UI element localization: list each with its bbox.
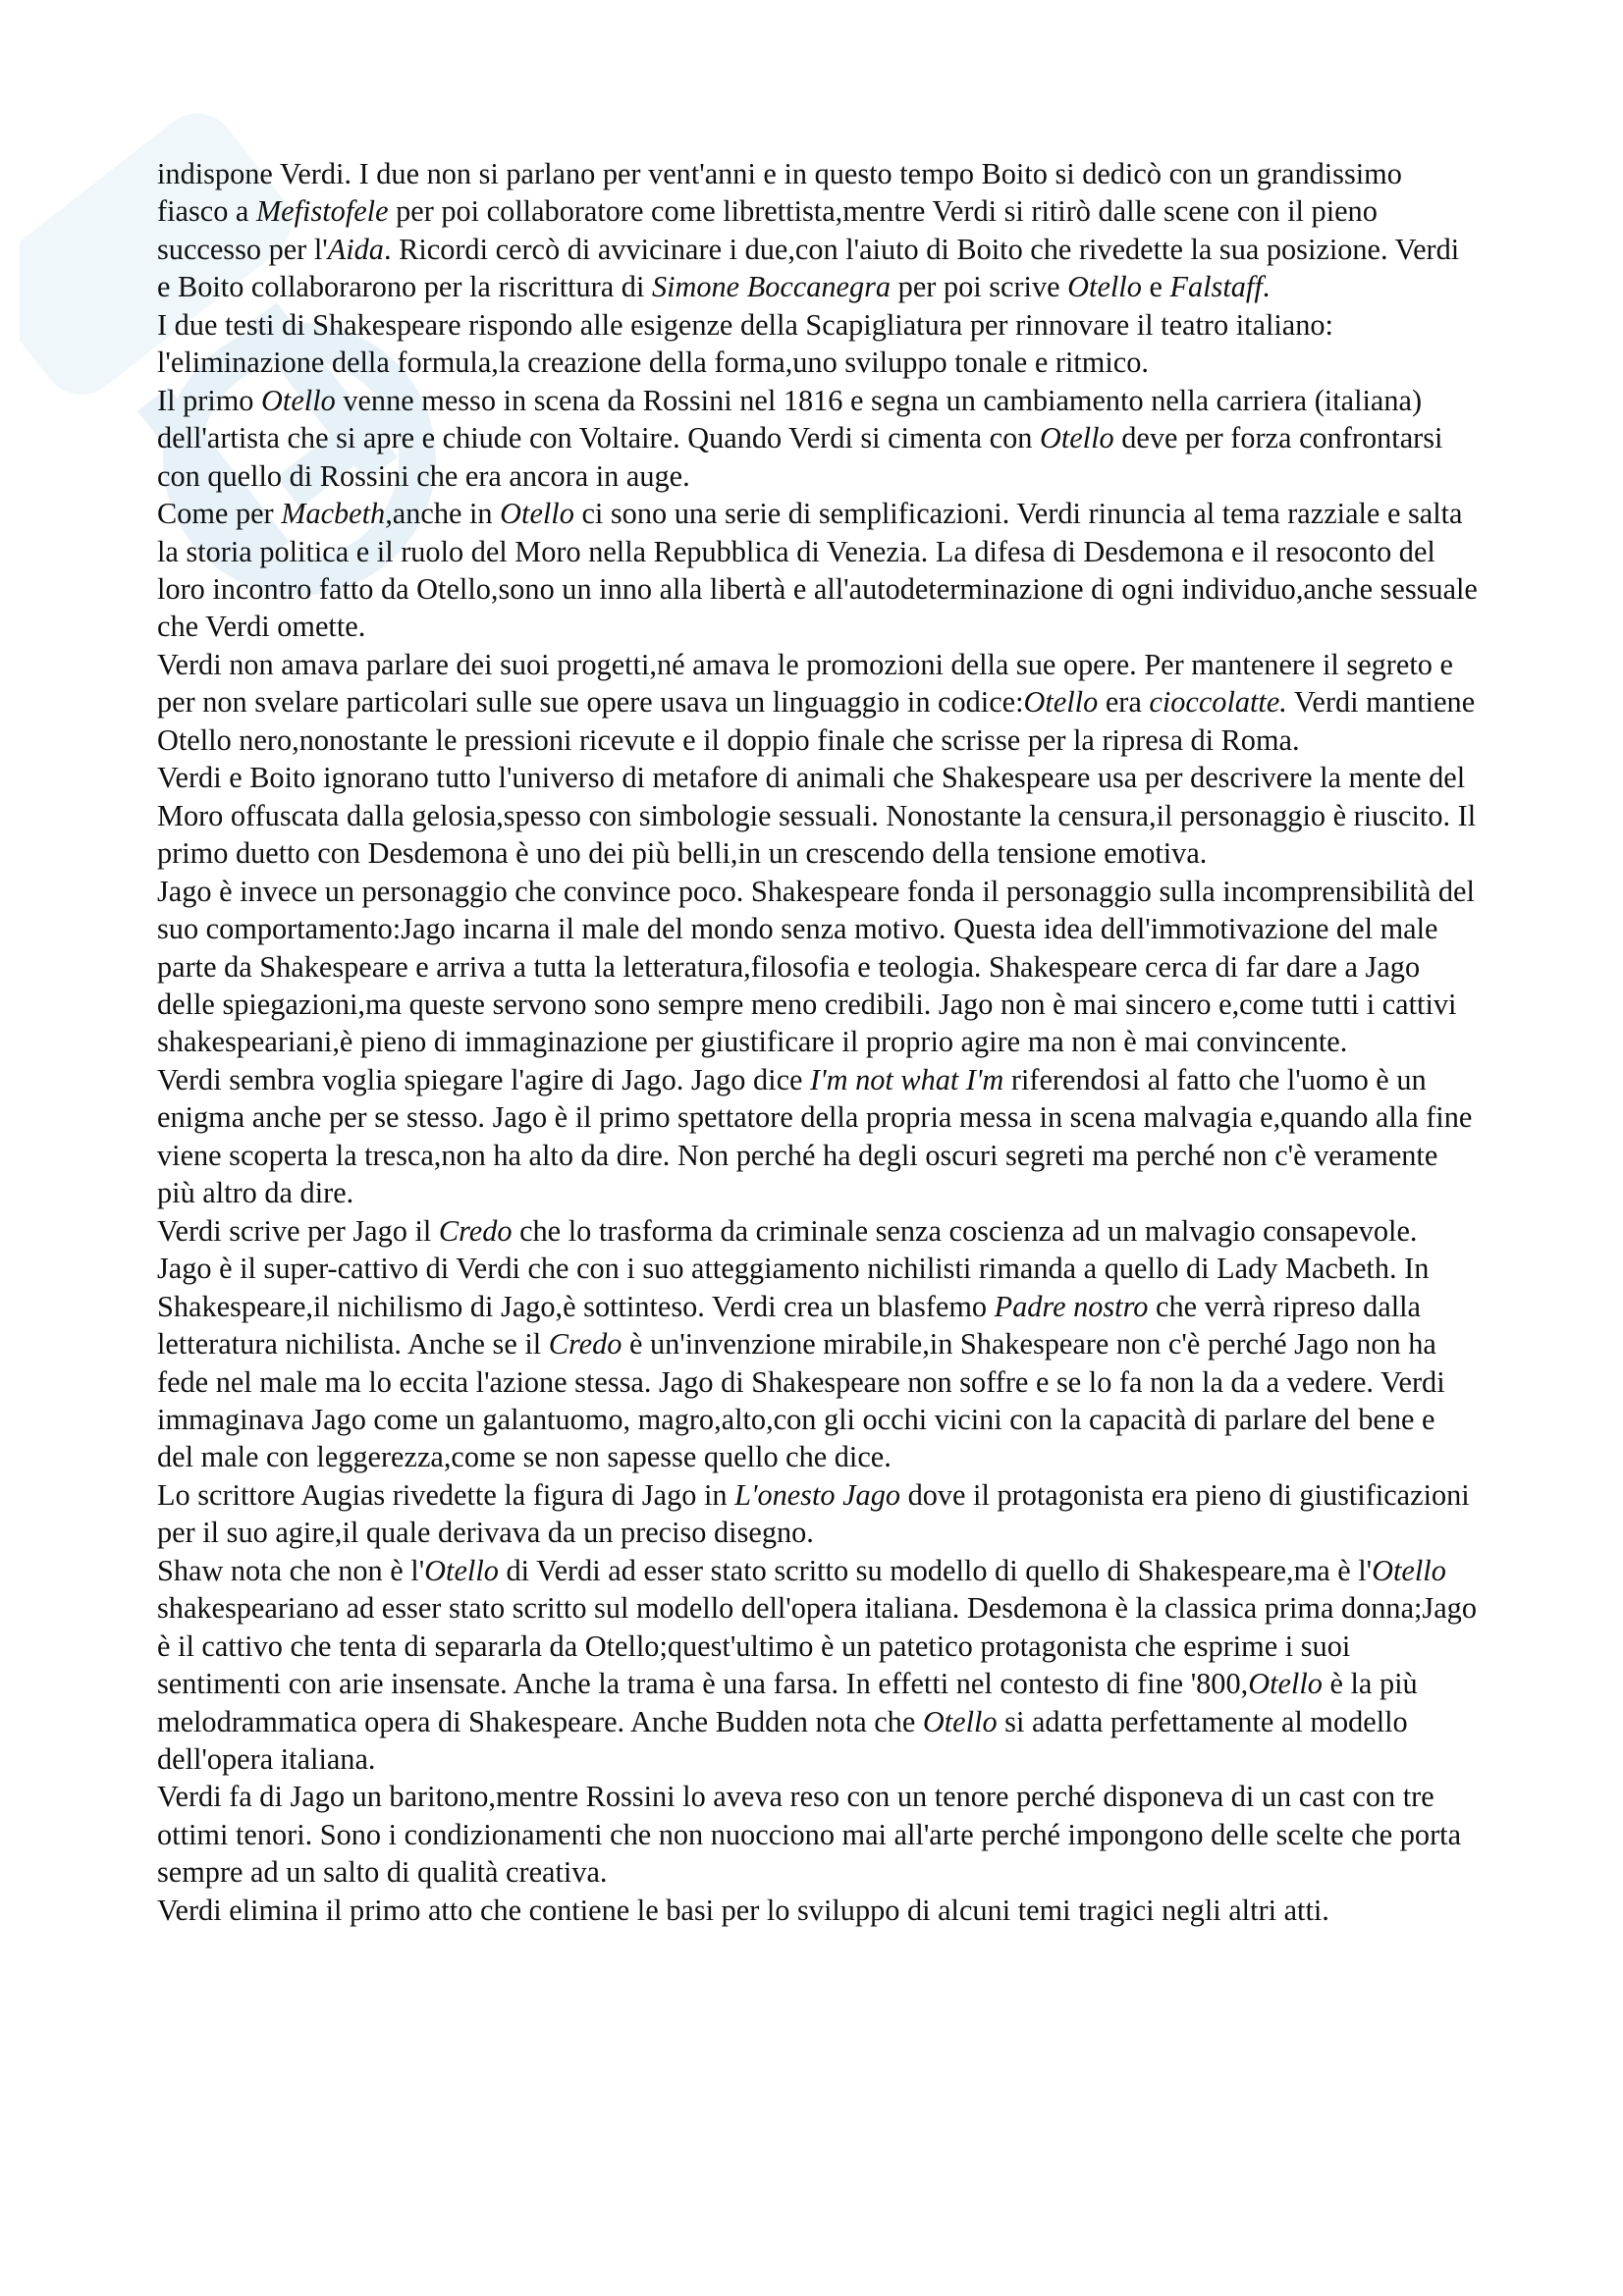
paragraph-text: ci sono una serie di semplificazioni. Verdi rinuncia al tema razziale e salta la storia politica e il ruolo del Moro nella Repubblica di Venezia. La difesa di Desdemona e il resoconto del loro incontro fatto da Otello,sono un inno alla libertà e all'autodeterminazione di ogni individuo,anche sessuale che Verdi omette. <box>157 497 1478 644</box>
paragraph <box>157 1212 1478 1476</box>
italic-title-text: Otello <box>922 1704 998 1738</box>
paragraph-text: per poi scrive <box>891 270 1068 304</box>
paragraph <box>157 1476 1478 1552</box>
italic-title-text: Credo <box>548 1327 622 1362</box>
italic-title-text: Otello <box>1067 270 1142 304</box>
italic-title-text: Otello <box>1372 1553 1446 1587</box>
paragraph-text: venne messo in scena da Rossini nel 1816 e segna un cambiamento nella carriera (italiana) dell'artista che si apre e chiude con Voltaire. Quando Verdi si cimenta con <box>157 383 1423 455</box>
document-body <box>157 155 1478 1929</box>
italic-title-text: L'onesto Jago <box>734 1477 901 1512</box>
italic-title-text: Aida <box>327 232 384 266</box>
paragraph-text: è la più melodrammatica opera di Shakespeare. Anche Budden nota che <box>157 1667 1418 1738</box>
paragraph-text: per poi collaboratore come librettista,mentre Verdi si ritirò dalle scene con il pieno successo per l' <box>157 194 1378 266</box>
paragraph-text: Jago è invece un personaggio che convince poco. Shakespeare fonda il personaggio sulla incomprensibilità del suo comportamento:Jago incarna il male del mondo senza motivo. Questa idea dell'immotivazione del male parte da Shakespeare e arriva a tutta la letteratura,filosofia e teologia. Shakespeare cerca di far dare a Jago delle spiegazioni,ma queste servono sono sempre meno credibili. Jago non è mai sincero e,come tutti i cattivi shakespeariani,è pieno di immaginazione per giustificare il proprio agire ma non è mai convincente. <box>157 874 1475 1059</box>
paragraph-text: Shaw nota che non è l' <box>157 1553 425 1587</box>
paragraph-text: che verrà ripreso dalla letteratura nichilista. Anche se il <box>157 1289 1421 1362</box>
paragraph-text: dove il protagonista era pieno di giustificazioni per il suo agire,il quale derivava da un preciso disegno. <box>157 1477 1470 1550</box>
italic-title-text: Mefistofele <box>255 194 389 229</box>
paragraph-text: Verdi elimina il primo atto che contiene le basi per lo sviluppo di alcuni temi tragici negli altri atti. <box>157 1893 1329 1927</box>
paragraph-text: I due testi di Shakespeare rispondo alle esigenze della Scapigliatura per rinnovare il teatro italiano: l'eliminazione della formula,la creazione della forma,uno sviluppo tonale e ritmico. <box>157 307 1333 380</box>
paragraph <box>157 1892 1478 1929</box>
paragraph-text: Verdi scrive per Jago il <box>157 1213 439 1248</box>
paragraph-text: Come per <box>157 497 282 531</box>
paragraph-text: è un'invenzione mirabile,in Shakespeare non c'è perché Jago non ha fede nel male ma lo eccita l'azione stessa. Jago di Shakespeare non soffre e se lo fa non la da a vedere. Verdi immaginava Jago come un galantuomo, magro,alto,con gli occhi vicini con la capacità di parlare del bene e del male con leggerezza,come se non sapesse quello che dice. <box>157 1327 1445 1474</box>
paragraph <box>157 155 1478 306</box>
italic-title-text: Falstaff <box>1169 270 1263 304</box>
paragraph-text: Verdi fa di Jago un baritono,mentre Rossini lo aveva reso con un tenore perché disponeva di un cast con tre ottimi tenori. Sono i condizionamenti che non nuocciono mai all'arte perché impongono delle scelte che porta sempre ad un salto di qualità creativa. <box>157 1780 1462 1890</box>
paragraph-text: deve per forza confrontarsi con quello di Rossini che era ancora in auge. <box>157 421 1443 493</box>
paragraph-text: . Ricordi cercò di avvicinare i due,con l'aiuto di Boito che rivedette la sua posizione. Verdi e Boito collaborarono per la riscrittura di <box>157 232 1460 304</box>
paragraph <box>157 646 1478 759</box>
paragraph <box>157 1552 1478 1779</box>
italic-title-text: Padre nostro <box>994 1289 1149 1323</box>
paragraph-text: era <box>1098 685 1150 720</box>
paragraph-text: indispone Verdi. I due non si parlano per vent'anni e in questo tempo Boito si dedicò con un grandissimo fiasco a <box>157 157 1402 229</box>
paragraph-text: shakespeariano ad esser stato scritto sul modello dell'opera italiana. Desdemona è la classica prima donna;Jago è il cattivo che tenta di separarla da Otello;quest'ultimo è un patetico protagonista che esprime i suoi sentimenti con arie insensate. Anche la trama è una farsa. In effetti nel contesto di fine '800, <box>157 1591 1477 1701</box>
italic-title-text: Otello <box>261 383 336 417</box>
italic-title-text: Macbeth, <box>281 497 393 531</box>
italic-title-text: Otello <box>1023 685 1099 720</box>
paragraph-text: Verdi non amava parlare dei suoi progetti,né amava le promozioni della sue opere. Per mantenere il segreto e per non svelare particolari sulle sue opere usava un linguaggio in codice: <box>157 647 1453 720</box>
italic-title-text: Otello <box>1039 421 1114 455</box>
paragraph-text: si adatta perfettamente al modello dell'opera italiana. <box>157 1704 1408 1777</box>
paragraph-text: Il primo <box>157 383 262 417</box>
paragraph <box>157 759 1478 872</box>
paragraph-text: che lo trasforma da criminale senza coscienza ad un malvagio consapevole. Jago è il super-cattivo di Verdi che con i suo atteggiamento nichilisti rimanda a quello di Lady Macbeth. In Shakespeare,il nichilismo di Jago,è sottinteso. Verdi crea un blasfemo <box>157 1213 1430 1323</box>
paragraph <box>157 873 1478 1061</box>
paragraph <box>157 1778 1478 1891</box>
italic-title-text: Simone Boccanegra <box>651 270 892 304</box>
paragraph <box>157 382 1478 495</box>
italic-title-text: Otello <box>500 497 574 531</box>
italic-title-text: cioccolatte. <box>1149 685 1287 720</box>
paragraph-text: anche in <box>392 497 501 531</box>
italic-title-text: Otello <box>424 1553 499 1587</box>
italic-title-text: Otello <box>1248 1667 1323 1701</box>
paragraph <box>157 495 1478 646</box>
paragraph-text: Verdi mantiene Otello nero,nonostante le pressioni ricevute e il doppio finale che scrisse per la ripresa di Roma. <box>157 685 1476 757</box>
paragraph-text: . <box>1262 270 1271 304</box>
paragraph-text: Verdi e Boito ignorano tutto l'universo di metafore di animali che Shakespeare usa per descrivere la mente del Moro offuscata dalla gelosia,spesso con simbologie sessuali. Nonostante la censura,il personaggio è riuscito. Il primo duetto con Desdemona è uno dei più belli,in un crescendo della tensione emotiva. <box>157 761 1477 871</box>
paragraph <box>157 306 1478 382</box>
italic-title-text: Credo <box>438 1213 513 1248</box>
italic-title-text: I'm not what I'm <box>810 1062 1004 1096</box>
paragraph <box>157 1061 1478 1212</box>
paragraph-text: Lo scrittore Augias rivedette la figura di Jago in <box>157 1477 735 1512</box>
paragraph-text: di Verdi ad esser stato scritto su modello di quello di Shakespeare,ma è l' <box>498 1553 1373 1587</box>
paragraph-text: Verdi sembra voglia spiegare l'agire di Jago. Jago dice <box>157 1062 811 1096</box>
paragraph-text: riferendosi al fatto che l'uomo è un enigma anche per se stesso. Jago è il primo spettatore della propria messa in scena malvagia e,quando alla fine viene scoperta la tresca,non ha alto da dire. Non perché ha degli oscuri segreti ma perché non c'è veramente più altro da dire. <box>157 1062 1473 1210</box>
paragraph-text: e <box>1141 270 1170 304</box>
